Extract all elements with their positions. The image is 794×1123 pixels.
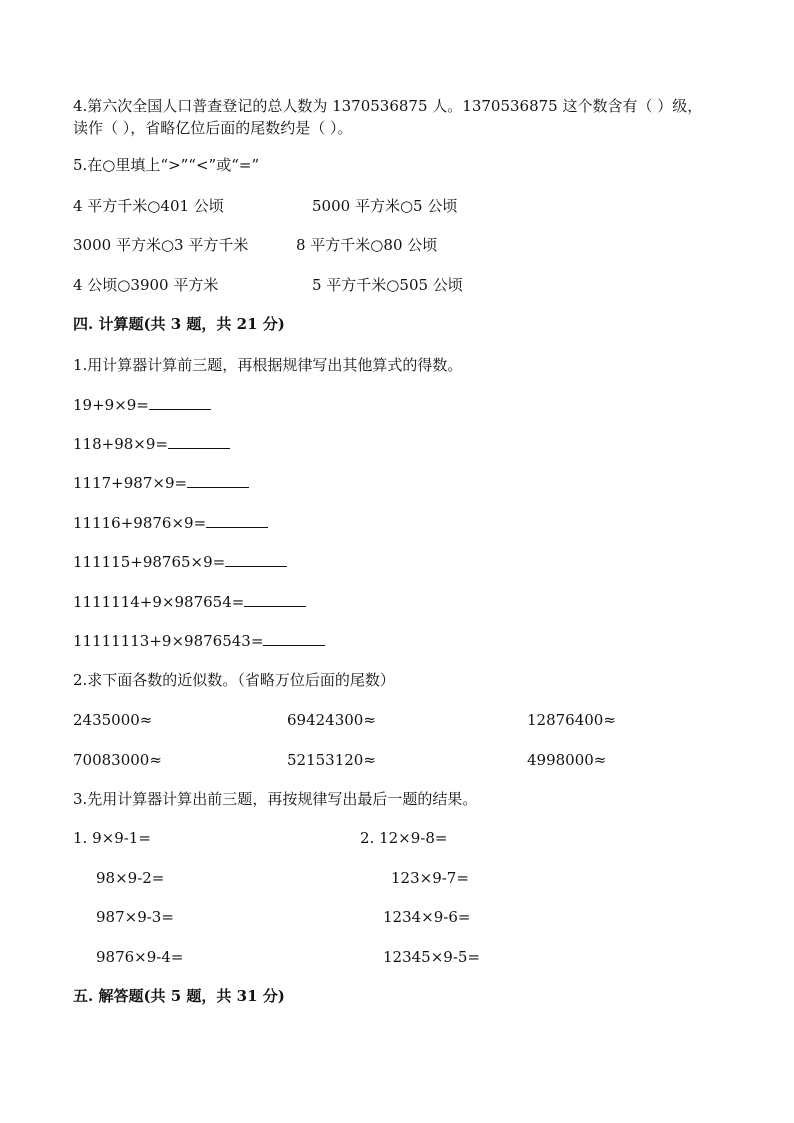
answer-blank[interactable] [206,513,268,528]
calc-item: 19+9×9= [73,395,211,415]
q5-item: 4 平方千米○401 公顷 [73,197,224,215]
approx-item: 12876400≈ [527,711,616,729]
q4-line1: 4.第六次全国人口普查登记的总人数为 1370536875 人。1370536875 这个数含有（ ）级， [73,97,703,115]
q5-item: 4 公顷○3900 平方米 [73,276,219,294]
calc-q3-title: 3.先用计算器计算出前三题，再按规律写出最后一题的结果。 [73,790,478,808]
pattern-item: 9876×9-4= [96,948,184,966]
calc-q1-title: 1.用计算器计算前三题，再根据规律写出其他算式的得数。 [73,356,463,374]
calc-item: 11111113+9×9876543= [73,631,325,651]
section4-heading: 四. 计算题(共 3 题，共 21 分) [73,315,285,333]
approx-item: 70083000≈ [73,751,162,769]
approx-item: 4998000≈ [527,751,607,769]
calc-q2-title: 2.求下面各数的近似数。（省略万位后面的尾数） [73,671,395,689]
pattern-item: 1. 9×9-1= [73,829,151,847]
q5-item: 3000 平方米○3 平方千米 [73,236,249,254]
q5-title: 5.在○里填上“>”“<”或“=” [73,156,260,174]
pattern-item: 1234×9-6= [383,908,471,926]
calc-item: 111115+98765×9= [73,552,287,572]
q5-item: 8 平方千米○80 公顷 [296,236,438,254]
answer-blank[interactable] [187,473,249,488]
answer-blank[interactable] [244,592,306,607]
section5-heading: 五. 解答题(共 5 题，共 31 分) [73,987,285,1005]
answer-blank[interactable] [168,434,230,449]
approx-item: 2435000≈ [73,711,153,729]
calc-item: 11116+9876×9= [73,513,268,533]
calc-item: 1111114+9×987654= [73,592,306,612]
calc-item: 1117+987×9= [73,473,249,493]
approx-item: 52153120≈ [287,751,376,769]
pattern-item: 987×9-3= [96,908,174,926]
calc-item: 118+98×9= [73,434,230,454]
pattern-item: 123×9-7= [391,869,469,887]
answer-blank[interactable] [225,552,287,567]
pattern-item: 98×9-2= [96,869,165,887]
q5-item: 5 平方千米○505 公顷 [312,276,463,294]
answer-blank[interactable] [149,395,211,410]
approx-item: 69424300≈ [287,711,376,729]
answer-blank[interactable] [263,631,325,646]
q4-line2: 读作（ ），省略亿位后面的尾数约是（ ）。 [73,119,353,137]
q5-item: 5000 平方米○5 公顷 [312,197,458,215]
pattern-item: 2. 12×9-8= [360,829,448,847]
pattern-item: 12345×9-5= [383,948,481,966]
